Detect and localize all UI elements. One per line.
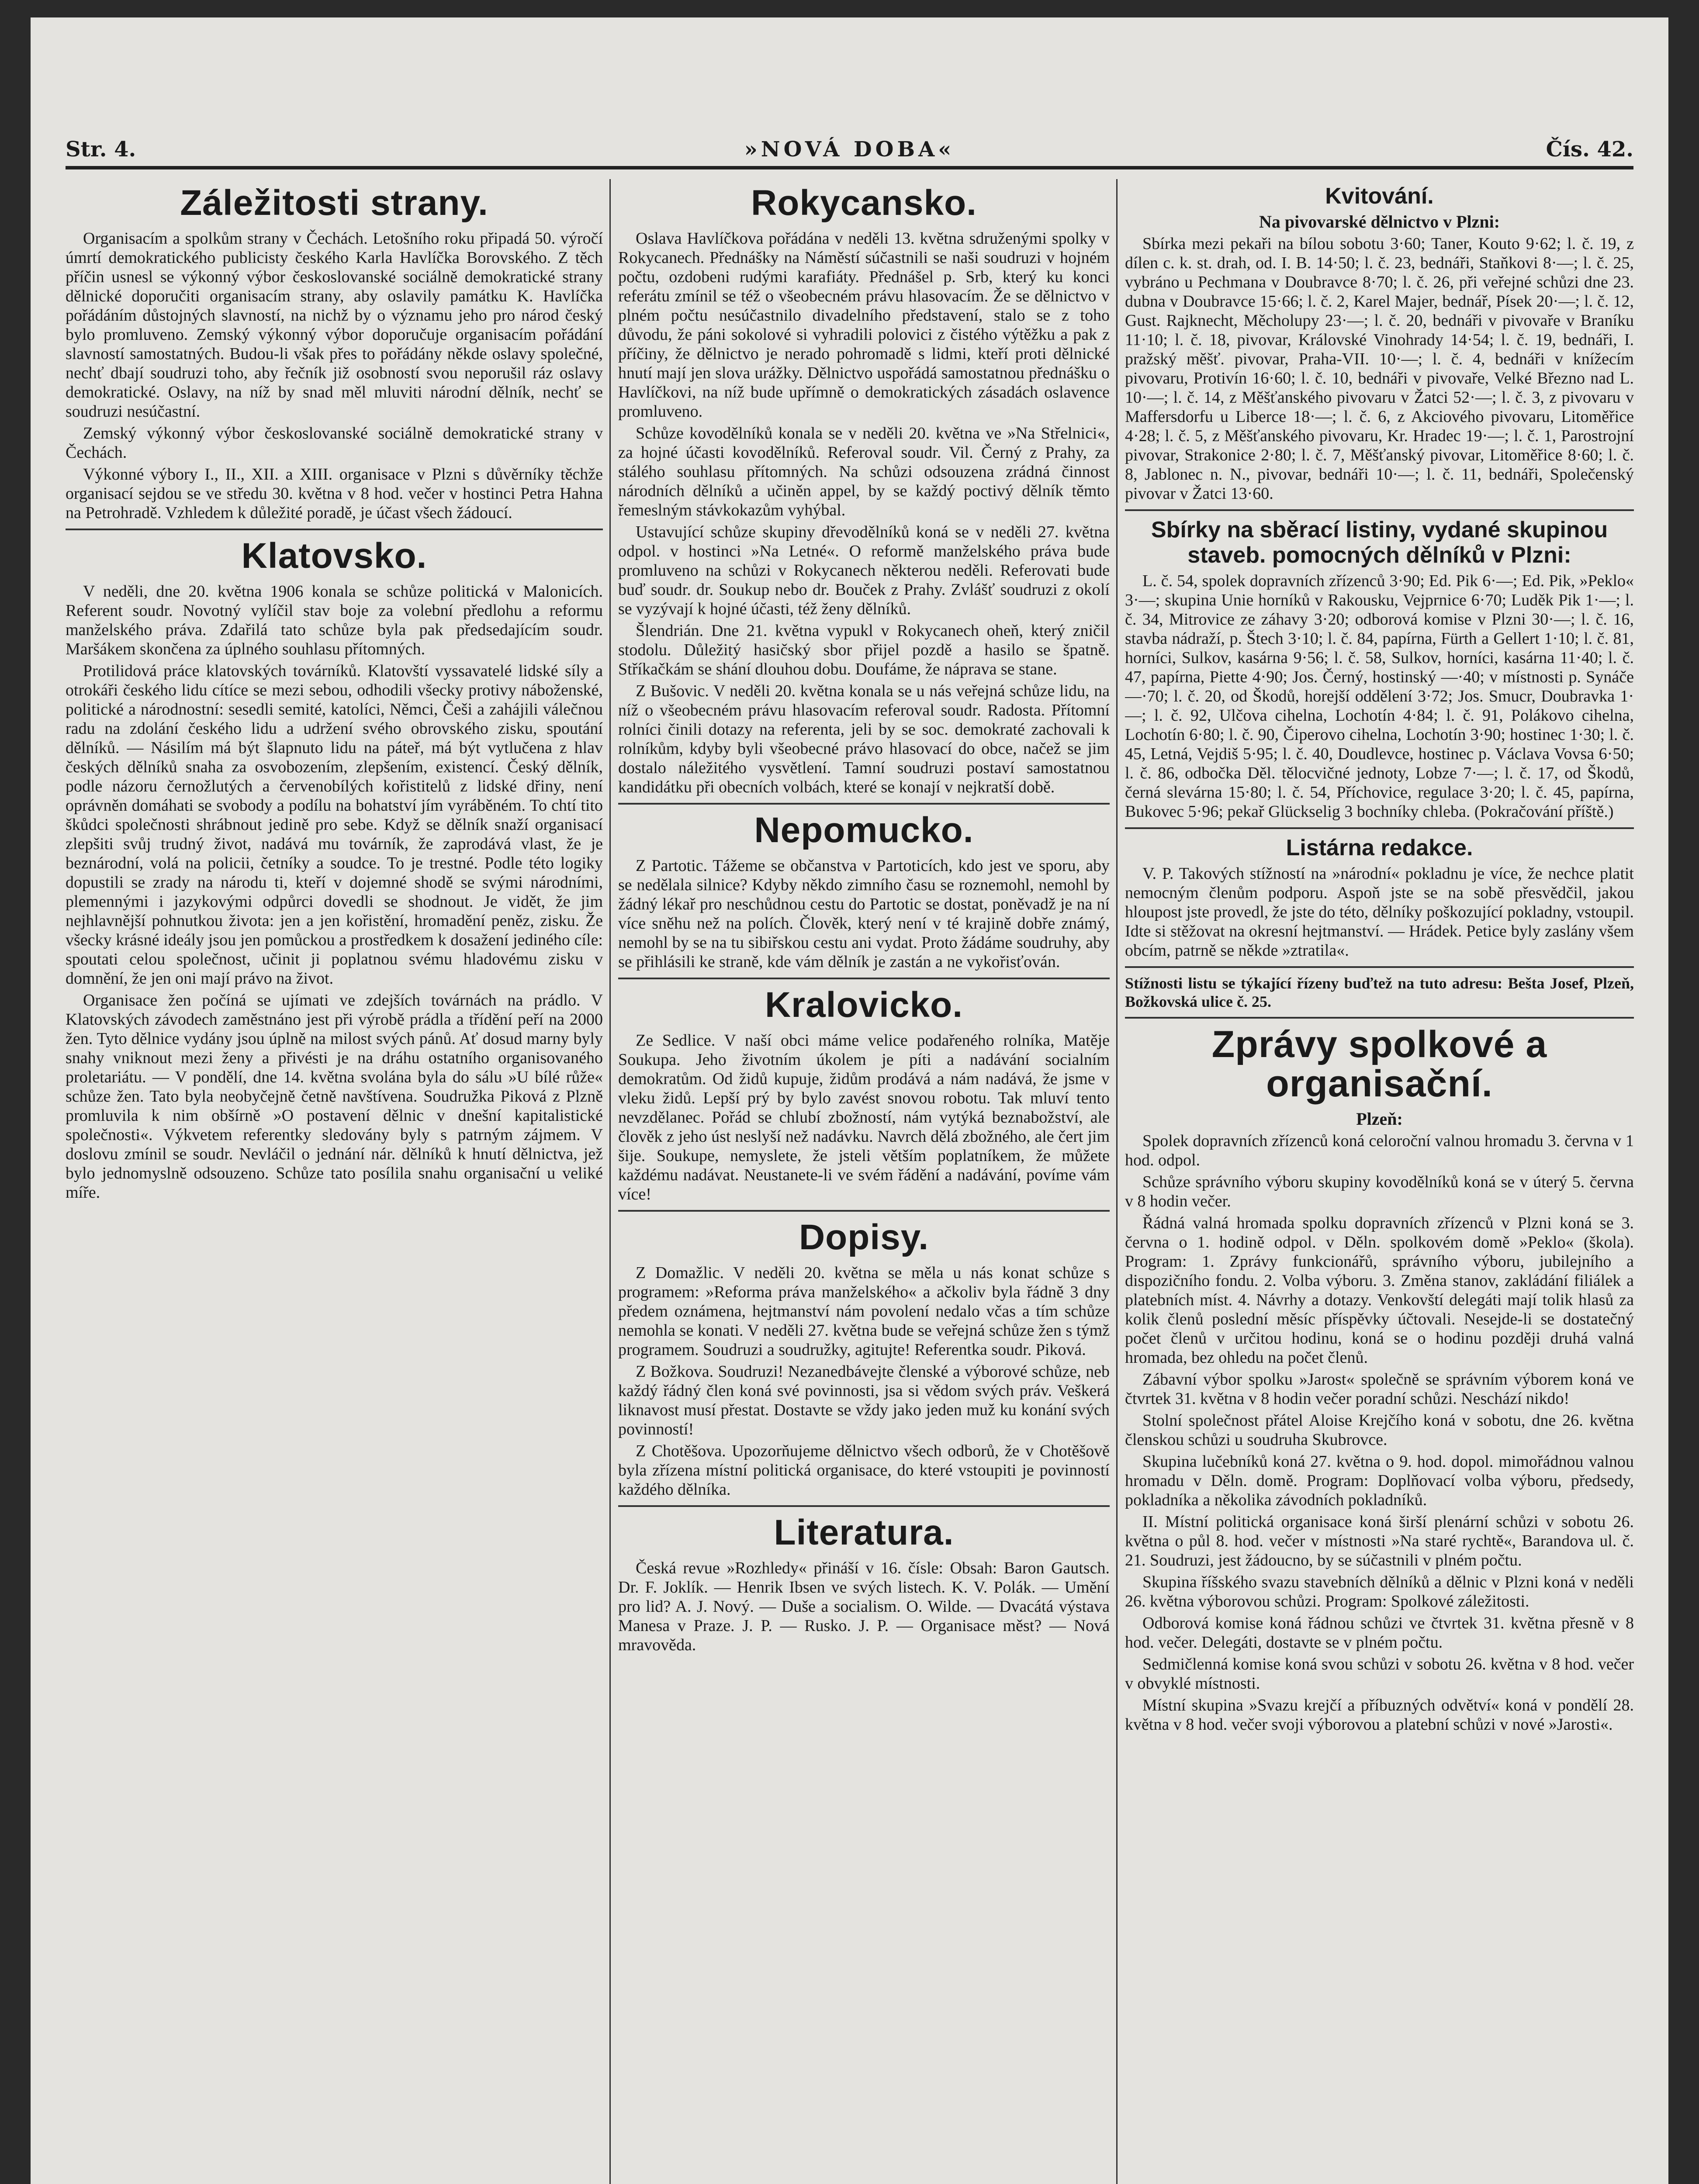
article-paragraph: Česká revue »Rozhledy« přináší v 16. čísle: Obsah: Baron Gautsch. Dr. F. Joklík. — Henrik Ibsen ve svých listech. K. V. Polák. — Umění pro lid? A. J. Nový. — Duše a socialism. O. Wilde. — Dvacátá výstava Manesa v Praze. J. P. — Rusko. J. P. — Organisace měst? — Nová mravověda. (618, 1559, 1110, 1654)
divider (618, 978, 1110, 979)
article-paragraph: Spolek dopravních zřízenců koná celoroční valnou hromadu 3. června v 1 hod. odpol. (1125, 1132, 1634, 1169)
article-paragraph: L. č. 54, spolek dopravních zřízenců 3·90; Ed. Pik 6·—; Ed. Pik, »Peklo« 3·—; skupina Unie horníků v Rakousku, Vejprnice 6·70; Luděk Pik 1·—; l. č. 34, Mitrovice ze záhavy 3·20; odborová komise v Plzni 30·—; l. č. 16, stavba nádraží, p. Štech 3·10; l. č. 84, papírna, Fürth a Gellert 1·10; l. č. 81, horníci, Sulkov, kasárna 9·56; l. č. 58, Sulkov, horníci, kasárna 11·40; l. č. 47, papírna, Piette 4·90; Jos. Černý, hostinský —·40; v místnosti p. Synáče —·70; l. č. 20, od Škodů, horejší oddělení 3·72; Jos. Smucr, Doubravka 1·—; l. č. 92, Ulčova cihelna, Lochotín 4·84; l. č. 91, Polákovo cihelna, Lochotín 6·80; l. č. 90, Čiperovo cihelna, Lochotín 3·90; hostinec 1·30; l. č. 45, Letná, Vejdiš 5·95; l. č. 40, Doudlevce, hostinec p. Václava Vovsa 6·50; l. č. 86, odbočka Děl. tělocvičné jednoty, Lobze 7·—; l. č. 17, od Škodů, černá slevárna 15·80; l. č. 54, Příchovice, regulace 3·20; l. č. 45, papírna, Bukovec 5·96; pekař Glückselig 3 bochníky chleba. (Pokračování příště.) (1125, 572, 1634, 821)
article-paragraph: Z Bušovic. V neděli 20. května konala se u nás veřejná schůze lidu, na níž o všeobecném právu hlasovacím referoval soudr. Radosta. Přítomní rolníci činili dotazy na referenta, jeli by se soc. demokraté zachovali k rolníkům, kdyby byli všeobecné právo hlasovací do obce, načež se jim dostalo náležitého vysvětlení. Tamní soudruzi postaví samostatnou kandidátku při obecních volbách, které se konají v nejkratší době. (618, 682, 1110, 796)
article-paragraph: Skupina lučebníků koná 27. května o 9. hod. dopol. mimořádnou valnou hromadu v Děln. domě. Program: Doplňovací volba výboru, předsedy, pokladníka a několika závodních pokladníků. (1125, 1452, 1634, 1509)
divider (1125, 509, 1634, 511)
article-paragraph: Odborová komise koná řádnou schůzi ve čtvrtek 31. května přesně v 8 hod. večer. Delegáti, dostavte se v plném počtu. (1125, 1614, 1634, 1652)
article-paragraph: V. P. Takových stížností na »národní« pokladnu je více, že nechce platit nemocným členům podporu. Aspoň jste se na sobě přesvědčil, jakou hloupost jste provedl, že jste do této, dělníky poškozující pokladny, vstoupil. Idte si stěžovat na okresní hejtmanství. — Hrádek. Petice byly zaslány všem obcím, patrně se někde »ztratila«. (1125, 864, 1634, 960)
article-paragraph: Z Božkova. Soudruzi! Nezanedbávejte členské a výborové schůze, neb každý řádný člen koná své povinnosti, jsa si vědom svých práv. Veškerá liknavost musí přestat. Dostavte se vždy jako jeden muž ku konání svých povinností! (618, 1362, 1110, 1438)
article-paragraph: V neděli, dne 20. května 1906 konala se schůze politická v Malonicích. Referent soudr. Novotný vylíčil stav boje za volební předlohu a reformu manželského práva. Zdařilá tato schůze byla pak předsedajícím soudr. Maršákem skončena za úplného souhlasu přítomných. (66, 582, 603, 658)
section-heading: Kvitování. (1325, 183, 1434, 209)
page-number: Str. 4. (66, 137, 136, 162)
section-heading: Listárna redakce. (1286, 835, 1473, 860)
section-heading: Sbírky na sběrací listiny, vydané skupinou staveb. pomocných dělníků v Plzni: (1151, 517, 1608, 568)
article-paragraph: Ustavující schůze skupiny dřevodělníků koná se v neděli 27. května odpol. v hostinci »Na Letné«. O reformě manželského práva bude promluveno na schůzi v Rokycanech některou neděli. Referovati bude buď soudr. dr. Soukup nebo dr. Bouček z Prahy. Zvlášť soudruzi z okolí se vyzývají k hojné účasti, též ženy dělníků. (618, 523, 1110, 618)
article-paragraph: Stolní společnost přátel Aloise Krejčího koná v sobotu, dne 26. května členskou schůzi u soudruha Skubrovce. (1125, 1411, 1634, 1449)
article-paragraph: Organisace žen počíná se ujímati ve zdejších továrnách na prádlo. V Klatovských závodech zaměstnáno jest při výrobě prádla a třídění peří na 2000 žen. Tyto dělnice vydány jsou úplně na milost svých pánů. Ať dosud marny byly snahy vniknout mezi ženy a přivésti je na dráhu ostatního organisovaného proletariátu. — V pondělí, dne 14. května svolána byla do sálu »U bílé růže« schůze žen. Tato byla neobyčejně četně navštívena. Soudružka Piková z Plzně promluvila k nim obšírně »O postavení dělnic v dnešní kapitalistické společnosti«. Výkvetem referentky sledovány byly s patrným zájmem. V doslovu zmínil se soudr. Nevláčil o jednání nár. dělníků k hnutí dělnictva, jež bylo jednomyslně odsouzeno. Schůze tato posílila snahu organisační u veliké míře. (66, 991, 603, 1202)
article-paragraph: Šlendrián. Dne 21. května vypukl v Rokycanech oheň, který zničil stodolu. Důležitý hasičský sbor přijel pozdě a hasilo se špatně. Stříkačkám se shání dlouhou dobu. Doufáme, že náprava se stane. (618, 622, 1110, 678)
article-paragraph: Z Partotic. Tážeme se občanstva v Partoticích, kdo jest ve sporu, aby se nedělala silnice? Kdyby někdo zimního času se roznemohl, nemohl by žádný lékař pro neschůdnou cestu do Partotic se dostat, poněvadž je na ní více sněhu než na polích. Člověk, který není v té krajině dobře známý, nemohl by se na tu sibiřskou cestu ani vydat. Proto žádáme soudruhy, aby se přihlásili ke straně, kde vám dělník je zastán a ne vykořisťován. (618, 857, 1110, 971)
article-paragraph: II. Místní politická organisace koná širší plenární schůzi v sobotu 26. května o půl 8. hod. večer v místnosti »Na staré rychtě«, Barandova ul. č. 21. Soudruzi, jest žádoucno, by se súčastnili v plném počtu. (1125, 1513, 1634, 1569)
section-heading: Dopisy. (799, 1217, 929, 1257)
column-middle (618, 179, 1110, 2184)
section-heading: Nepomucko. (754, 810, 974, 850)
article-paragraph: Sbírka mezi pekaři na bílou sobotu 3·60; Taner, Kouto 9·62; l. č. 19, z dílen c. k. st. drah, od. I. B. 14·50; l. č. 23, bednáři, Staňkovi 8·—; l. č. 25, vybráno u Pechmana v Doubravce 8·70; l. č. 26, při veřejné schůzi dne 23. dubna v Doubravce 15·66; l. č. 2, Karel Majer, bednář, Písek 20·—; l. č. 12, Gust. Rajknecht, Měcholupy 23·—; l. č. 20, bednáři v pivovaře v Braníku 11·10; l. č. 18, pivovar, Královské Vinohrady 14·54; l. č. 19, bednáři, I. pražský měšť. pivovar, Praha-VII. 10·—; l. č. 4, bednáři v knížecím pivovaru, Protivín 16·60; l. č. 10, bednáři v pivovaře, Velké Březno nad L. 10·—; l. č. 14, z Měšťanského pivovaru v Žatci 52·—; l. č. 3, z pivovaru v Maffersdorfu u Liberce 18·—; l. č. 6, z Akciového pivovaru, Litoměřice 4·28; l. č. 5, z Měšťanského pivovaru, Kr. Hradec 19·—; l. č. 1, Parostrojní pivovar, Strakonice 2·80; l. č. 7, Měšťanský pivovar, Litoměřice 8·60; l. č. 8, Jablonec n. N., pivovar, bednáři 10·—; l. č. 11, bednáři, Společenský pivovar v Žatci 13·60. (1125, 235, 1634, 503)
column-right (1125, 179, 1634, 2184)
masthead (66, 118, 1633, 169)
article-paragraph: Výkonné výbory I., II., XII. a XIII. organisace v Plzni s důvěrníky těchže organisací sejdou se ve středu 30. května v 8 hod. večer v hostinci Petra Hahna na Petrohradě. Vzhledem k důležité poradě, je účast všech žádoucí. (66, 465, 603, 522)
article-paragraph: Protilidová práce klatovských továrníků. Klatovští vyssavatelé lidské síly a otrokáři českého lidu cítíce se mezi sebou, odhodili všecky protivy náboženské, politické a národnostní: sesedli semité, katolíci, Němci, Češi a zahájili válečnou radu na zdolání českého lidu a udržení svého obrovského zisku, spoutání dělníků. — Násilím má být šlapnuto lidu na páteř, má být vytlučena z hlav českých dělníků snaha za osvobozením, zlepšením, existencí. Český dělník, podle názoru černožlutých a červenobílých kořistitelů z lidské dřiny, není oprávněn domáhati se svobody a podílu na bohatství jím vyráběném. To chtí tito škůdci společnosti shrábnout jedině pro sebe. Když se dělník snaží organisací zlepšiti svůj trudný život, nadává mu továrník, že zaprodává vlast, že je beznárodní, volá na policii, četníky a soudce. To je trestné. Podle této logiky dopustili se zrady na národu ti, kteří v dojemné shodě se svými národními, plemennými i jazykovými odpůrci dovedli se shodnout. Je vidět, že jim nejhlavnější pohnutkou života: jen a jen kořistění, hromadění peněz, zisku. Že všecky krásné ideály jsou jen pomůckou a prostředkem k dosažení jediného cíle: spoutati celou společnost, učinit ji poplatnou svému hladovému zisku v domnění, že jen oni mají právo na život. (66, 662, 603, 988)
article-paragraph: Místní skupina »Svazu krejčí a příbuzných odvětví« koná v pondělí 28. května v 8 hod. večer svoji výborovou a platební schůzi v nové »Jarosti«. (1125, 1696, 1634, 1734)
article-paragraph: Oslava Havlíčkova pořádána v neděli 13. května sdruženými spolky v Rokycanech. Přednášky na Náměstí súčastnili se naši soudruzi v hojném počtu, ozdobeni rudými karafiáty. Přednášel p. Srb, který ku konci referátu zmínil se též o všeobecném právu hlasovacím. Že se dělnictvo v plném počtu nesúčastnilo divadelního představení, stalo se z toho důvodu, že páni sokolové si vyhradili polovici z čistého výtěžku a pak z příčiny, že dělnictvo je nerado pohromadě s lidmi, kteří proti dělnické hnutí mají jen slova urážky. Dělnictvo uspořádá samostatnou přednášku o Havlíčkovi, na níž bude upřímně o demokratických zásadách oslavence promluveno. (618, 229, 1110, 421)
divider (618, 1210, 1110, 1212)
column-left (66, 179, 603, 2184)
section-subheading: Plzeň: (1356, 1109, 1403, 1129)
editorial-notice: Stížnosti listu se týkající řízeny buďtež na tuto adresu: Bešta Josef, Plzeň, Božkovská ulice č. 25. (1125, 975, 1634, 1010)
article-paragraph: Schůze správního výboru skupiny kovodělníků koná se v úterý 5. června v 8 hodin večer. (1125, 1173, 1634, 1210)
section-heading: Záležitosti strany. (180, 183, 488, 223)
section-heading: Zprávy spolkové a organisační. (1211, 1023, 1547, 1105)
divider (1125, 1017, 1634, 1019)
article-paragraph: Zemský výkonný výbor českoslovanské sociálně demokratické strany v Čechách. (66, 424, 603, 462)
divider (1125, 966, 1634, 968)
section-heading: Rokycansko. (751, 183, 977, 223)
article-paragraph: Schůze kovodělníků konala se v neděli 20. května ve »Na Střelnici«, za hojné účasti kovodělníků. Referoval soudr. Vil. Černý z Prahy, za stálého souhlasu přítomných. Na schůzi odsouzena zrádná činnost národních dělníků a učiněn appel, by se každý poctivý dělník těmto řemeslným stávkokazům vyhýbal. (618, 424, 1110, 519)
article-paragraph: Z Domažlic. V neděli 20. května se měla u nás konat schůze s programem: »Reforma práva manželského« a ačkoliv byla řádně 3 dny předem oznámena, hejtmanství nám povolení nedalo včas a tím schůze nemohla se konati. V neděli 27. května bude se veřejná schůze žen s týmž programem. Soudruzi a soudružky, agitujte! Referentka soudr. Piková. (618, 1264, 1110, 1359)
article-paragraph: Skupina říšského svazu stavebních dělníků a dělnic v Plzni koná v neděli 26. května výborovou schůzi. Program: Spolkové záležitosti. (1125, 1573, 1634, 1610)
article-paragraph: Řádná valná hromada spolku dopravních zřízenců v Plzni koná se 3. června o 1. hodině odpol. v Děln. spolkovém domě »Peklo« (škola). Program: 1. Zprávy funkcionářů, správního výboru, jubilejního a dispozičního fondu. 2. Volba výboru. 3. Změna stanov, zakládání filiálek a platebních míst. 4. Návrhy a dotazy. Venkovští delegáti mají tolik hlasů za kolik členů poslední měsíc příspěvky účtovali. Nesejde-li se dostatečný počet členů v určitou hodinu, koná se o hodinu později druhá valná hromada, bez ohledu na počet členů. (1125, 1214, 1634, 1367)
article-paragraph: Sedmičlenná komise koná svou schůzi v sobotu 26. května v 8 hod. večer v obvyklé místnosti. (1125, 1655, 1634, 1693)
article-paragraph: Organisacím a spolkům strany v Čechách. Letošního roku připadá 50. výročí úmrtí demokratického publicisty českého Karla Havlíčka Borovského. Z těch příčin usnesl se výkonný výbor českoslovanské sociálně demokratické strany dělnické doporučiti organisacím strany, aby oslavily památku K. Havlíčka pořádáním důstojných slavností, na nichž by o významu jeho pro národ český bylo promluveno. Zemský výkonný výbor doporučuje organisacím pořádání slavností samostatných. Budou-li však přes to pořádány někde oslavy společné, nechť dbají soudruzi toho, aby řečník již osobností svou neporušil ráz oslavy demokratické. Oslavy, na níž by snad měl mluviti národní dělník, nechť se soudruzi nesúčastní. (66, 229, 603, 421)
section-heading: Klatovsko. (241, 536, 427, 576)
article-paragraph: Zábavní výbor spolku »Jarost« společně se správním výborem koná ve čtvrtek 31. května v 8 hodin večer poradní schůzi. Neschází nikdo! (1125, 1370, 1634, 1408)
column-rule (1116, 179, 1118, 2184)
section-heading: Literatura. (774, 1513, 954, 1552)
section-subheading: Na pivovarské dělnictvo v Plzni: (1259, 212, 1500, 232)
article-paragraph: Z Chotěšova. Upozorňujeme dělnictvo všech odborů, že v Chotěšově byla zřízena místní politická organisace, do které vstoupiti je povinností každého dělníka. (618, 1442, 1110, 1499)
column-rule (609, 179, 611, 2184)
newspaper-title: »NOVÁ DOBA« (744, 137, 955, 162)
divider (1125, 827, 1634, 829)
newspaper-page (31, 17, 1668, 2184)
divider (618, 803, 1110, 805)
section-heading: Kralovicko. (765, 985, 963, 1025)
divider (618, 1505, 1110, 1507)
issue-number: Čís. 42. (1546, 137, 1633, 162)
article-paragraph: Ze Sedlice. V naší obci máme velice podařeného rolníka, Matěje Soukupa. Jeho životním úkolem je píti a nadávání socialním demokratům. Od židů kupuje, židům prodává a nám nadává, že jsme v vleku židů. Lepší prý by bylo zavést snovou robotu. Tak mluví tento nevzdělanec. Pořád se chlubí zbožností, nám vytýká beznabožství, ale člověk z jeho úst neslyší než nadávku. Navrch dělá zbožného, ale čert jim šije. Soukupe, nemyslete, že jsteli větším poplatníkem, že můžete každému nadávat. Neustanete-li ve svém řádění a nadávání, povíme vám více! (618, 1031, 1110, 1203)
divider (66, 529, 603, 530)
